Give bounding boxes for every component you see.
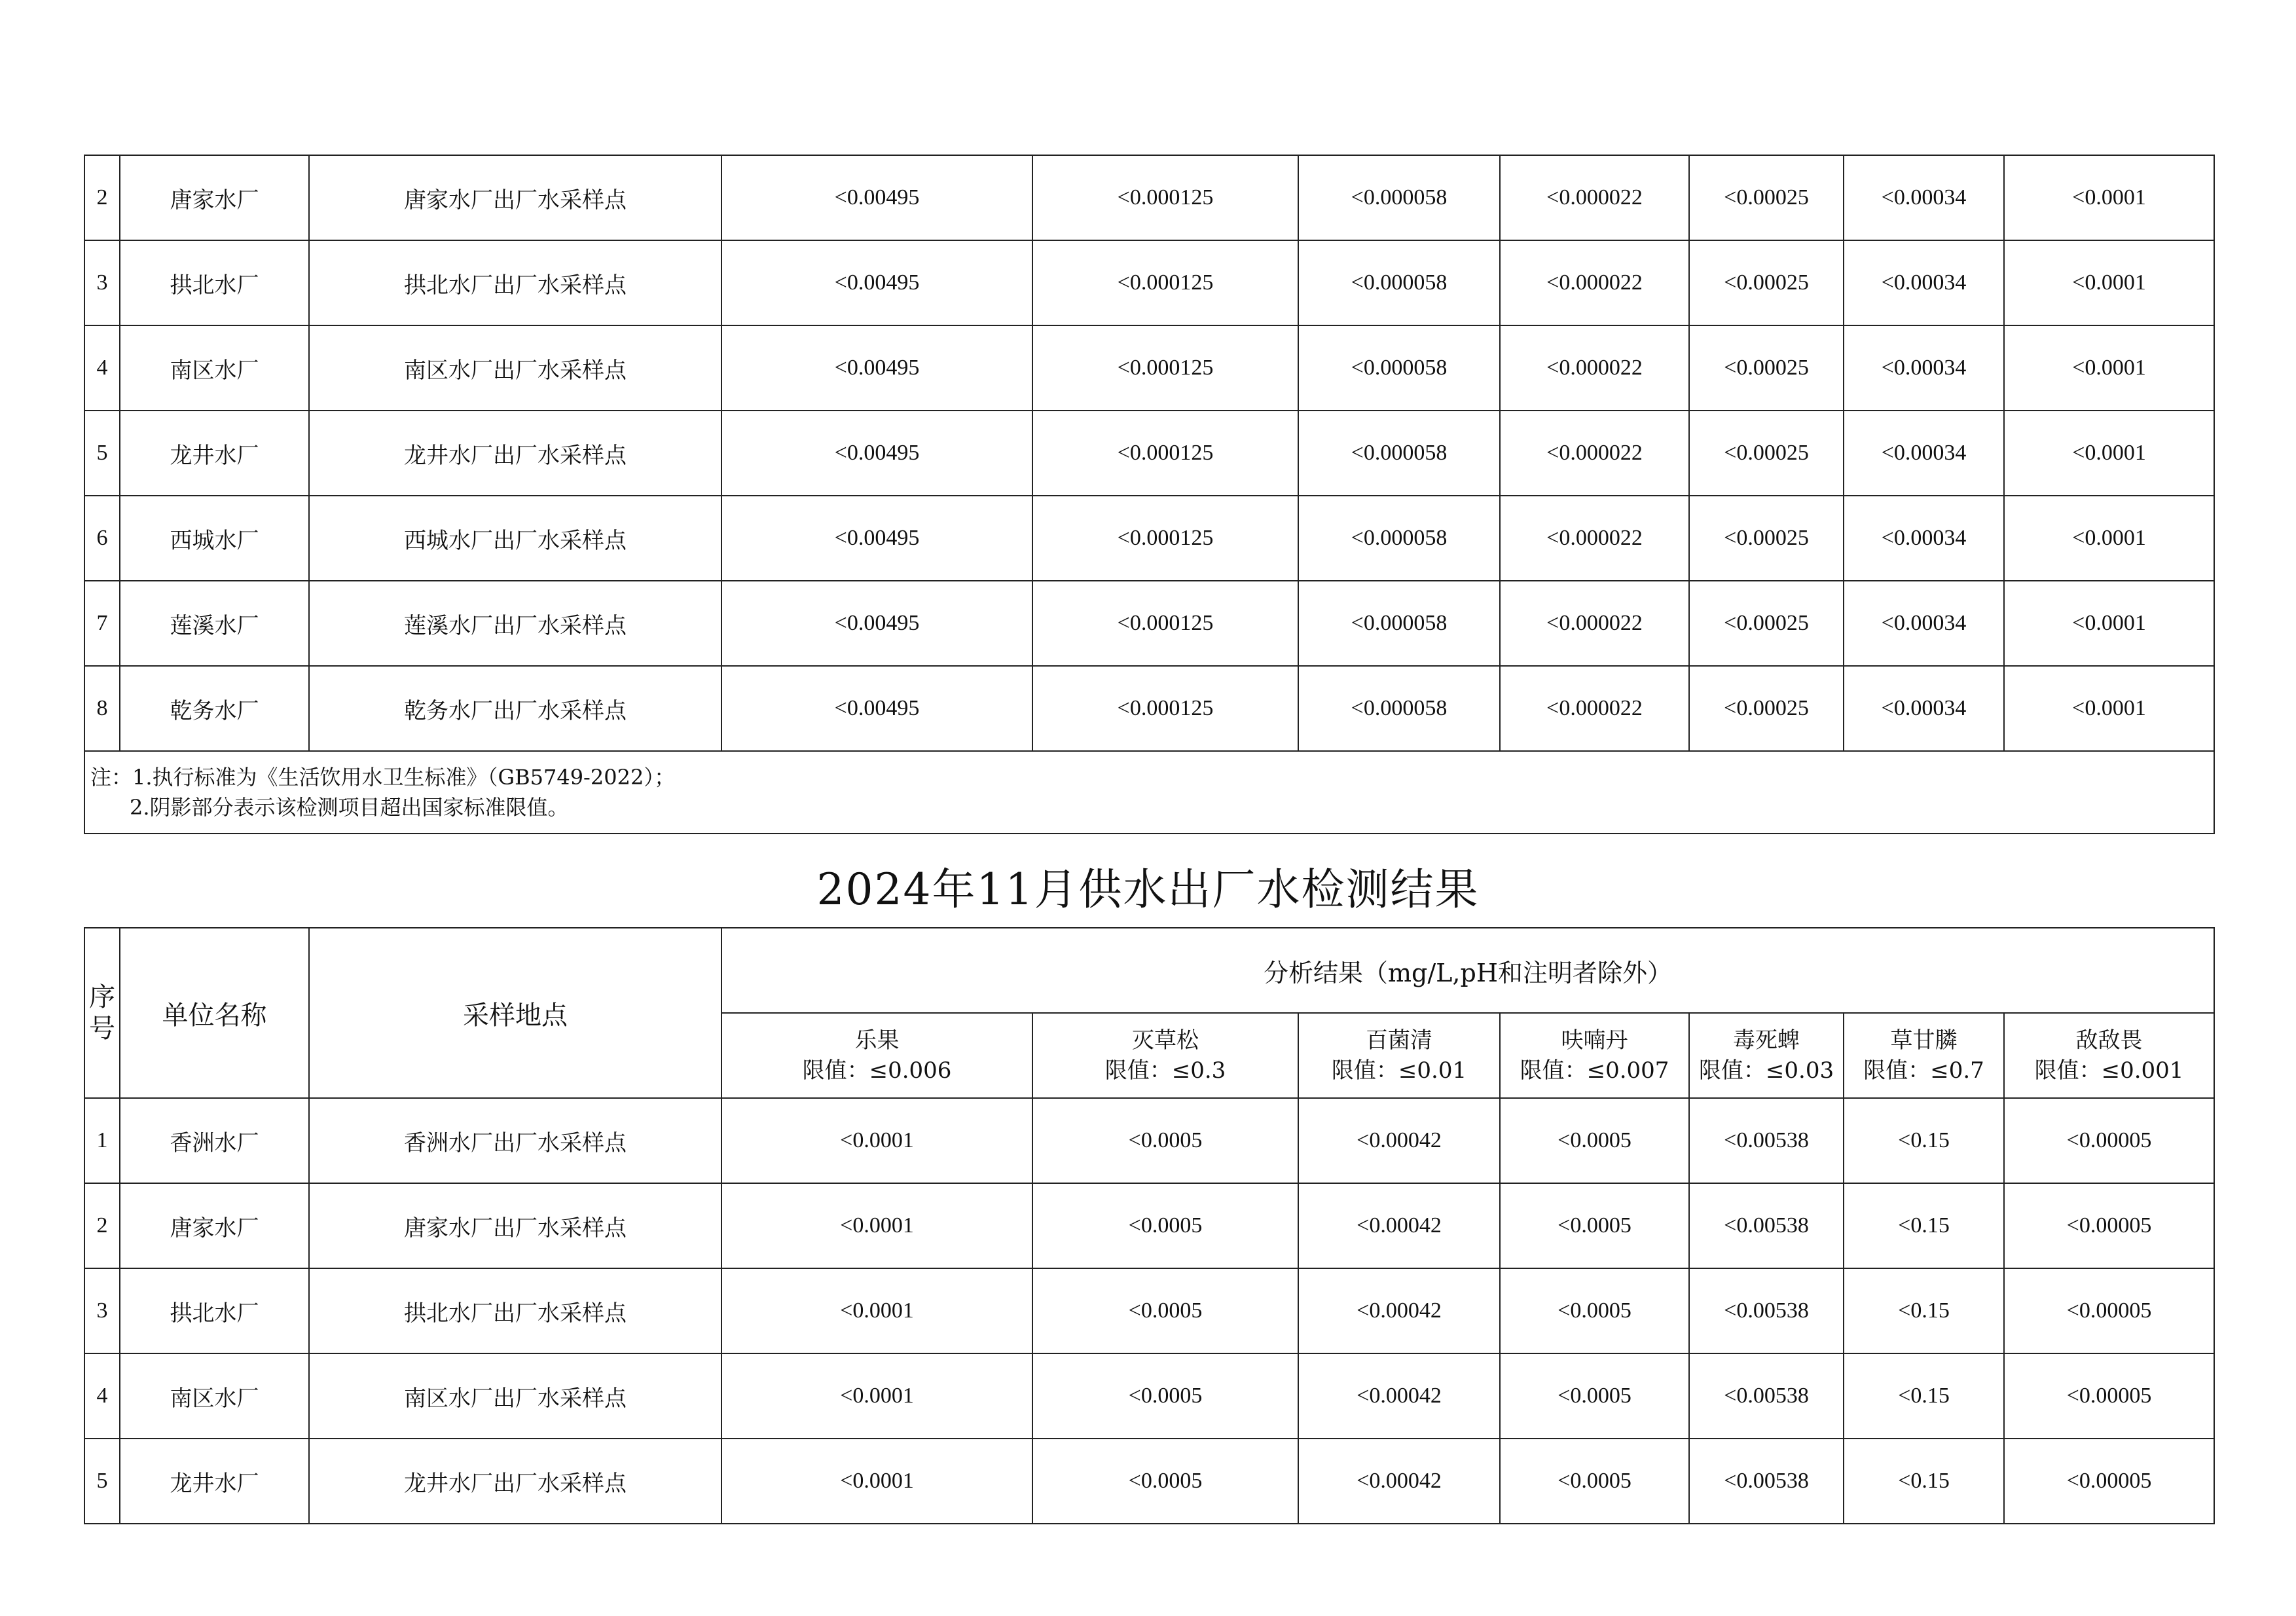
table-row <box>84 155 2214 240</box>
row-value: <0.000125 <box>1032 325 1298 411</box>
top-results-table <box>84 155 2215 834</box>
row-site: 唐家水厂出厂水采样点 <box>309 1183 721 1268</box>
column-header <box>1298 1013 1500 1098</box>
row-value: <0.00005 <box>2004 1268 2214 1353</box>
row-value: <0.000022 <box>1500 325 1689 411</box>
row-value: <0.00495 <box>721 240 1032 325</box>
row-value: <0.00025 <box>1689 496 1844 581</box>
row-value: <0.00005 <box>2004 1098 2214 1183</box>
table-row <box>84 1183 2214 1268</box>
table-row <box>84 240 2214 325</box>
row-value: <0.000125 <box>1032 411 1298 496</box>
row-value: <0.0001 <box>2004 496 2214 581</box>
column-name: 百菌清 <box>1366 1027 1432 1054</box>
row-value: <0.0005 <box>1032 1268 1298 1353</box>
row-seq: 2 <box>84 1183 120 1268</box>
row-value: <0.00495 <box>721 666 1032 751</box>
row-value: <0.00025 <box>1689 155 1844 240</box>
table-row <box>84 411 2214 496</box>
row-unit: 南区水厂 <box>120 1353 309 1439</box>
row-value: <0.00042 <box>1298 1353 1500 1439</box>
column-header <box>1032 1013 1298 1098</box>
row-value: <0.00538 <box>1689 1439 1844 1524</box>
row-value: <0.00538 <box>1689 1183 1844 1268</box>
row-value: <0.0001 <box>2004 325 2214 411</box>
table-row <box>84 666 2214 751</box>
row-value: <0.0001 <box>721 1353 1032 1439</box>
row-value: <0.000022 <box>1500 666 1689 751</box>
column-limit: 限值：≤0.01 <box>1331 1057 1467 1084</box>
row-value: <0.000022 <box>1500 496 1689 581</box>
row-value: <0.000125 <box>1032 581 1298 666</box>
row-value: <0.000125 <box>1032 240 1298 325</box>
row-value: <0.0005 <box>1032 1439 1298 1524</box>
row-seq: 4 <box>84 325 120 411</box>
row-value: <0.00042 <box>1298 1183 1500 1268</box>
row-value: <0.0005 <box>1500 1183 1689 1268</box>
row-value: <0.000022 <box>1500 240 1689 325</box>
row-value: <0.000058 <box>1298 325 1500 411</box>
row-site: 南区水厂出厂水采样点 <box>309 325 721 411</box>
row-seq: 6 <box>84 496 120 581</box>
row-value: <0.000022 <box>1500 411 1689 496</box>
row-value: <0.0001 <box>2004 240 2214 325</box>
column-name: 草甘膦 <box>1890 1027 1958 1054</box>
column-header <box>721 1013 1032 1098</box>
row-value: <0.15 <box>1844 1439 2004 1524</box>
row-value: <0.0005 <box>1500 1439 1689 1524</box>
row-site: 龙井水厂出厂水采样点 <box>309 1439 721 1524</box>
table-row <box>84 1098 2214 1183</box>
table-note <box>84 751 2214 834</box>
row-seq: 3 <box>84 1268 120 1353</box>
row-value: <0.0001 <box>721 1098 1032 1183</box>
row-value: <0.00034 <box>1844 581 2004 666</box>
row-value: <0.0001 <box>721 1183 1032 1268</box>
row-seq: 7 <box>84 581 120 666</box>
row-value: <0.00034 <box>1844 411 2004 496</box>
row-site: 西城水厂出厂水采样点 <box>309 496 721 581</box>
table-row <box>84 581 2214 666</box>
row-value: <0.000125 <box>1032 496 1298 581</box>
row-unit: 拱北水厂 <box>120 1268 309 1353</box>
row-value: <0.000058 <box>1298 581 1500 666</box>
row-value: <0.00025 <box>1689 411 1844 496</box>
row-value: <0.00005 <box>2004 1183 2214 1268</box>
row-value: <0.0005 <box>1032 1098 1298 1183</box>
row-value: <0.00034 <box>1844 155 2004 240</box>
note-row <box>84 751 2214 834</box>
row-value: <0.15 <box>1844 1098 2004 1183</box>
page-title: 2024年11月供水出厂水检测结果 <box>816 864 1480 915</box>
row-value: <0.000125 <box>1032 666 1298 751</box>
row-unit: 拱北水厂 <box>120 240 309 325</box>
column-limit: 限值：≤0.3 <box>1104 1057 1226 1084</box>
row-value: <0.00042 <box>1298 1098 1500 1183</box>
row-site: 乾务水厂出厂水采样点 <box>309 666 721 751</box>
row-site: 拱北水厂出厂水采样点 <box>309 1268 721 1353</box>
row-seq: 1 <box>84 1098 120 1183</box>
row-value: <0.000058 <box>1298 411 1500 496</box>
row-site: 唐家水厂出厂水采样点 <box>309 155 721 240</box>
row-value: <0.00538 <box>1689 1098 1844 1183</box>
row-value: <0.0001 <box>721 1268 1032 1353</box>
row-value: <0.00025 <box>1689 325 1844 411</box>
row-site: 莲溪水厂出厂水采样点 <box>309 581 721 666</box>
row-value: <0.00025 <box>1689 581 1844 666</box>
row-seq: 4 <box>84 1353 120 1439</box>
row-value: <0.00034 <box>1844 240 2004 325</box>
row-unit: 唐家水厂 <box>120 155 309 240</box>
column-name: 呋喃丹 <box>1561 1027 1628 1054</box>
site-header: 采样地点 <box>309 928 721 1098</box>
row-value: <0.0005 <box>1032 1183 1298 1268</box>
note-line-2: 2.阴影部分表示该检测项目超出国家标准限值。 <box>130 795 569 820</box>
row-seq: 2 <box>84 155 120 240</box>
row-value: <0.15 <box>1844 1268 2004 1353</box>
row-value: <0.000022 <box>1500 155 1689 240</box>
row-value: <0.0001 <box>2004 666 2214 751</box>
analysis-header: 分析结果（mg/L,pH和注明者除外） <box>721 928 2214 1013</box>
row-seq: 5 <box>84 1439 120 1524</box>
row-value: <0.0005 <box>1032 1353 1298 1439</box>
row-value: <0.000125 <box>1032 155 1298 240</box>
row-value: <0.00034 <box>1844 666 2004 751</box>
row-value: <0.00495 <box>721 325 1032 411</box>
row-seq: 5 <box>84 411 120 496</box>
column-name: 灭草松 <box>1132 1027 1199 1054</box>
row-value: <0.0001 <box>2004 155 2214 240</box>
row-value: <0.000058 <box>1298 240 1500 325</box>
column-limit: 限值：≤0.7 <box>1863 1057 1984 1084</box>
table-row <box>84 325 2214 411</box>
column-limit: 限值：≤0.007 <box>1520 1057 1669 1084</box>
column-limit: 限值：≤0.006 <box>802 1057 952 1084</box>
table-row <box>84 1268 2214 1353</box>
row-value: <0.00538 <box>1689 1268 1844 1353</box>
column-name: 敌敌畏 <box>2075 1027 2143 1054</box>
row-unit: 南区水厂 <box>120 325 309 411</box>
column-limit: 限值：≤0.001 <box>2034 1057 2184 1084</box>
row-value: <0.0001 <box>721 1439 1032 1524</box>
table-row <box>84 1353 2214 1439</box>
row-value: <0.0005 <box>1500 1098 1689 1183</box>
row-unit: 莲溪水厂 <box>120 581 309 666</box>
row-value: <0.0005 <box>1500 1353 1689 1439</box>
bottom-results-table <box>84 927 2215 1524</box>
row-value: <0.00034 <box>1844 496 2004 581</box>
row-unit: 乾务水厂 <box>120 666 309 751</box>
column-header <box>1500 1013 1689 1098</box>
row-unit: 龙井水厂 <box>120 1439 309 1524</box>
header-row <box>84 928 2214 1013</box>
row-value: <0.00042 <box>1298 1268 1500 1353</box>
row-unit: 龙井水厂 <box>120 411 309 496</box>
row-value: <0.000058 <box>1298 496 1500 581</box>
column-header <box>2004 1013 2214 1098</box>
row-site: 拱北水厂出厂水采样点 <box>309 240 721 325</box>
row-value: <0.0001 <box>2004 581 2214 666</box>
column-name: 毒死蜱 <box>1733 1027 1800 1054</box>
row-value: <0.000058 <box>1298 666 1500 751</box>
row-value: <0.00025 <box>1689 666 1844 751</box>
row-value: <0.00538 <box>1689 1353 1844 1439</box>
row-value: <0.00495 <box>721 411 1032 496</box>
row-value: <0.00025 <box>1689 240 1844 325</box>
row-value: <0.0005 <box>1500 1268 1689 1353</box>
column-header <box>1844 1013 2004 1098</box>
row-unit: 西城水厂 <box>120 496 309 581</box>
row-value: <0.15 <box>1844 1353 2004 1439</box>
row-site: 香洲水厂出厂水采样点 <box>309 1098 721 1183</box>
row-value: <0.00034 <box>1844 325 2004 411</box>
row-value: <0.00005 <box>2004 1353 2214 1439</box>
row-value: <0.15 <box>1844 1183 2004 1268</box>
seq-header: 序号 <box>84 928 120 1098</box>
column-limit: 限值：≤0.03 <box>1698 1057 1834 1084</box>
row-value: <0.000022 <box>1500 581 1689 666</box>
column-name: 乐果 <box>854 1027 900 1054</box>
row-unit: 香洲水厂 <box>120 1098 309 1183</box>
row-value: <0.00495 <box>721 496 1032 581</box>
row-unit: 唐家水厂 <box>120 1183 309 1268</box>
row-seq: 3 <box>84 240 120 325</box>
row-value: <0.00042 <box>1298 1439 1500 1524</box>
unit-header: 单位名称 <box>120 928 309 1098</box>
column-header <box>1689 1013 1844 1098</box>
row-value: <0.000058 <box>1298 155 1500 240</box>
table-row <box>84 1439 2214 1524</box>
row-site: 南区水厂出厂水采样点 <box>309 1353 721 1439</box>
table-row <box>84 496 2214 581</box>
note-line-1: 注：1.执行标准为《生活饮用水卫生标准》（GB5749-2022）； <box>90 765 676 790</box>
row-seq: 8 <box>84 666 120 751</box>
row-value: <0.00495 <box>721 155 1032 240</box>
row-value: <0.00005 <box>2004 1439 2214 1524</box>
row-value: <0.0001 <box>2004 411 2214 496</box>
row-value: <0.00495 <box>721 581 1032 666</box>
row-site: 龙井水厂出厂水采样点 <box>309 411 721 496</box>
